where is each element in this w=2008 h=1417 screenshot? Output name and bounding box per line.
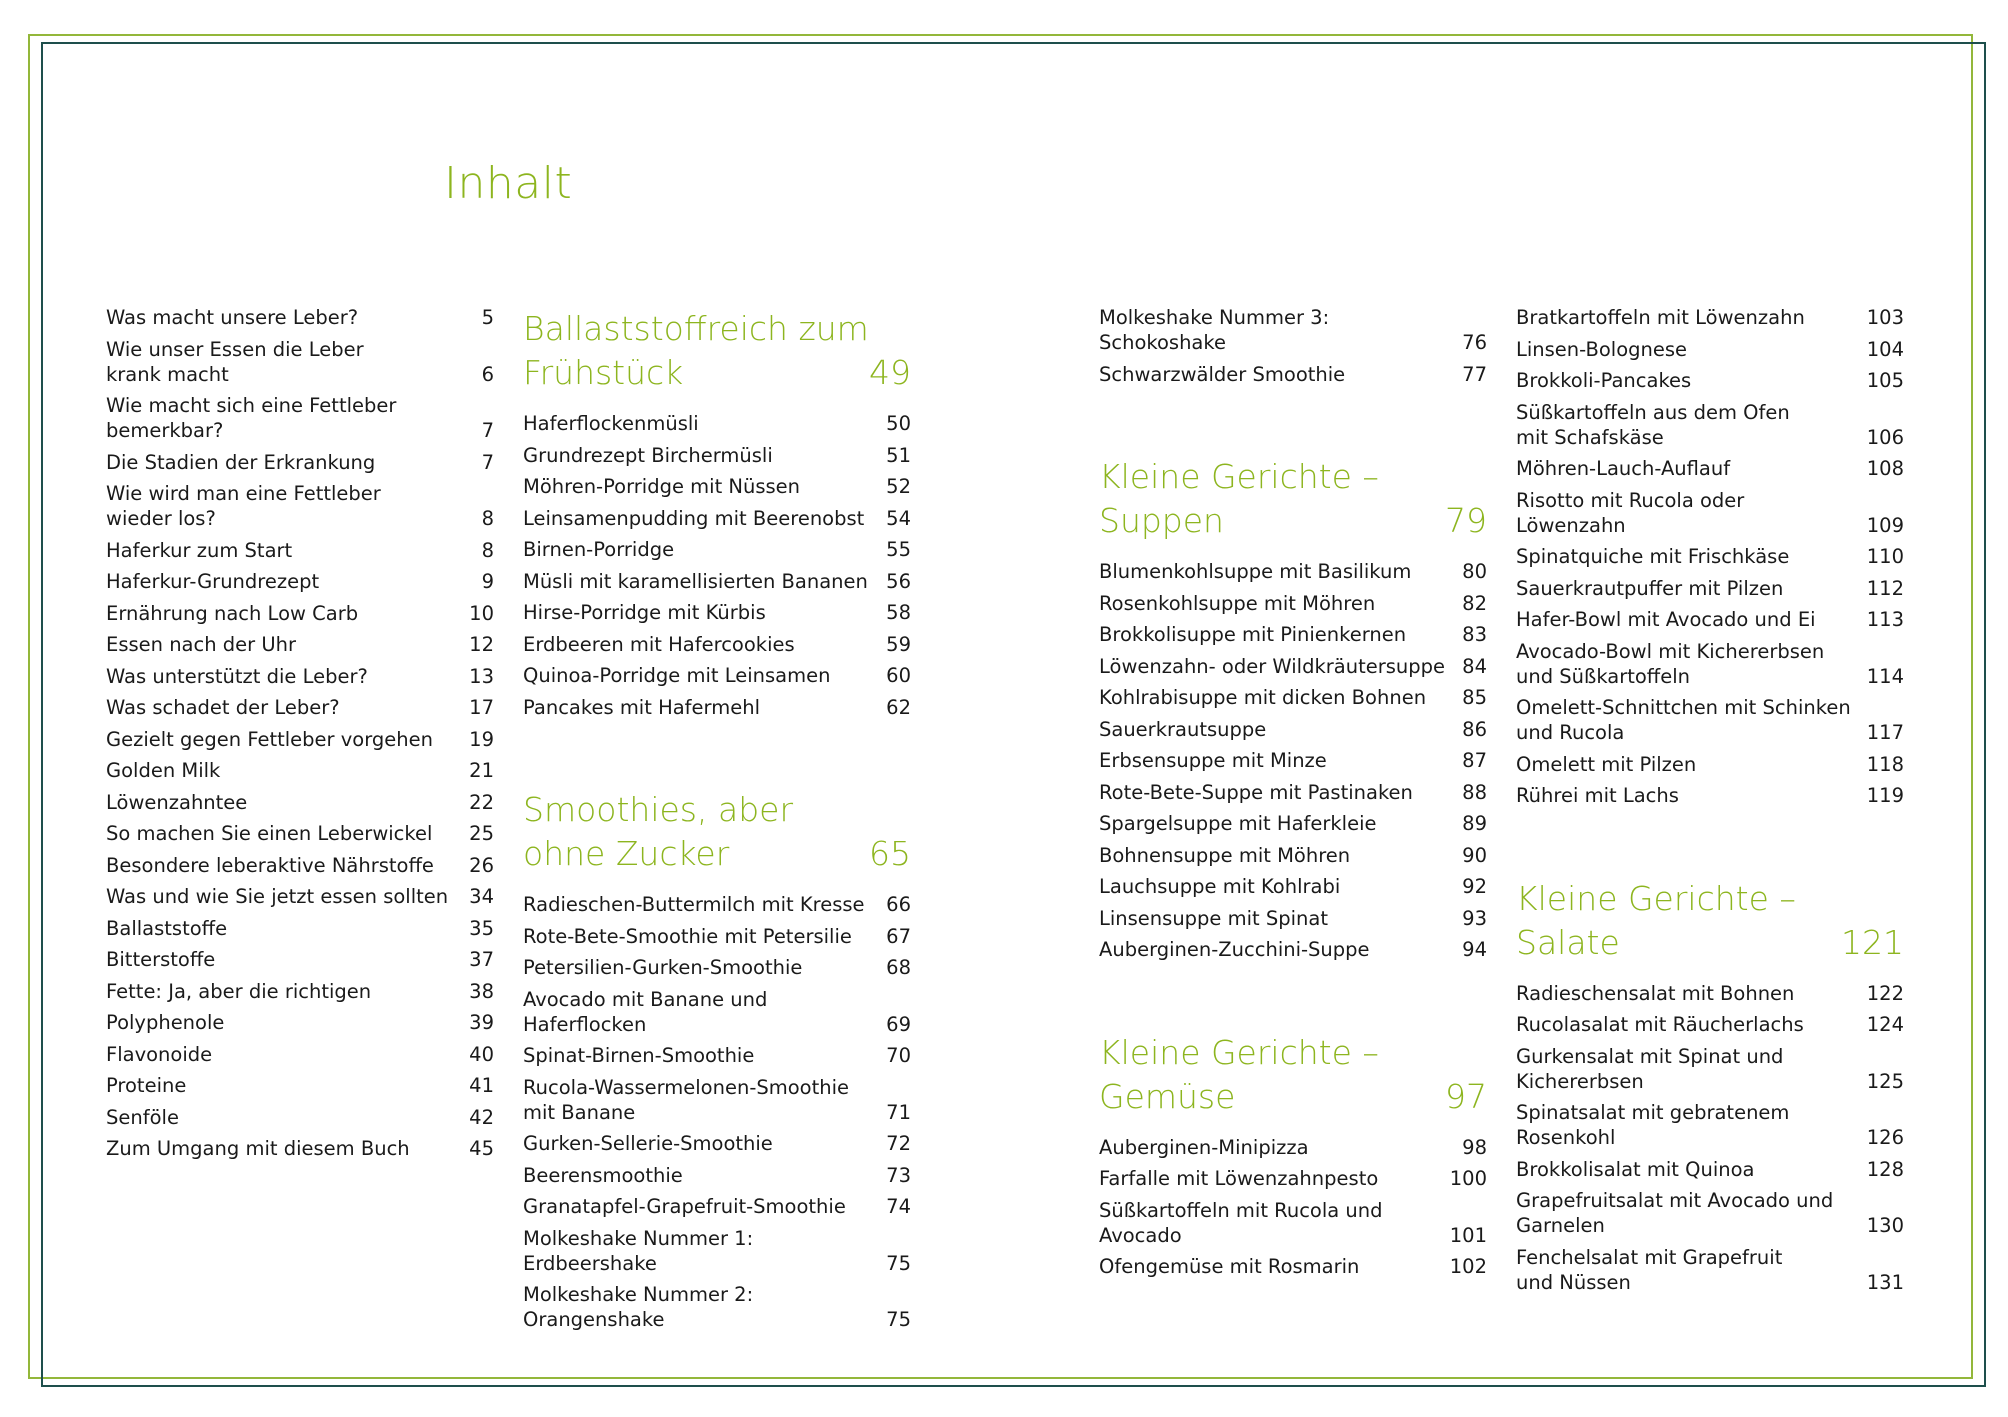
toc-entry-label: Omelett-Schnittchen mit Schinken und Rucola bbox=[1516, 696, 1851, 744]
toc-entry[interactable] bbox=[106, 884, 494, 909]
toc-entry-page: 100 bbox=[1449, 1167, 1487, 1190]
toc-entry-label: Spinatquiche mit Frischkäse bbox=[1516, 545, 1790, 568]
toc-entry-label: Pancakes mit Hafermehl bbox=[523, 695, 760, 719]
toc-entry-label: Grapefruitsalat mit Avocado und Garnelen bbox=[1516, 1189, 1834, 1237]
toc-entry-page: 101 bbox=[1449, 1223, 1487, 1247]
toc-entry[interactable] bbox=[1099, 780, 1487, 805]
section-heading-page: 79 bbox=[1445, 501, 1487, 540]
toc-entry-label: Wie unser Essen die Leber krank macht bbox=[106, 337, 364, 386]
toc-entry[interactable] bbox=[106, 979, 494, 1004]
toc-entry-page: 130 bbox=[1866, 1214, 1904, 1237]
toc-entry-page: 56 bbox=[886, 569, 911, 593]
toc-entry-page: 51 bbox=[886, 443, 911, 467]
toc-entry[interactable] bbox=[1099, 622, 1487, 647]
toc-entry[interactable] bbox=[1516, 1100, 1904, 1150]
toc-entry[interactable] bbox=[106, 790, 494, 815]
toc-entry[interactable] bbox=[523, 1226, 911, 1276]
toc-entry-label: Erbsensuppe mit Minze bbox=[1099, 749, 1327, 772]
toc-entry-page: 70 bbox=[886, 1044, 911, 1067]
toc-entry[interactable] bbox=[523, 955, 911, 980]
toc-entry[interactable] bbox=[523, 1194, 911, 1219]
toc-entry[interactable] bbox=[106, 664, 494, 689]
toc-entry-label: Blumenkohlsuppe mit Basilikum bbox=[1099, 560, 1412, 583]
toc-entry-label: Haferkur-Grundrezept bbox=[106, 570, 320, 593]
toc-entry-page: 104 bbox=[1866, 337, 1904, 361]
toc-entry-page: 19 bbox=[469, 727, 494, 751]
toc-entry[interactable] bbox=[523, 892, 911, 917]
toc-entry[interactable] bbox=[106, 947, 494, 972]
toc-entry-page: 77 bbox=[1462, 362, 1487, 386]
toc-entry[interactable] bbox=[1516, 783, 1904, 808]
toc-entry-page: 9 bbox=[481, 570, 494, 593]
section-heading-page: 49 bbox=[869, 353, 911, 392]
toc-entry-label: Bitterstoffe bbox=[106, 948, 216, 971]
toc-entry[interactable] bbox=[106, 632, 494, 657]
toc-entry-label: Molkeshake Nummer 1: Erdbeershake bbox=[523, 1226, 754, 1275]
toc-entry-page: 87 bbox=[1462, 749, 1487, 772]
toc-entry-page: 54 bbox=[886, 506, 911, 530]
section-spacer bbox=[1516, 815, 1904, 877]
toc-entry-page: 17 bbox=[469, 696, 494, 719]
toc-entry-label: Radieschen-Buttermilch mit Kresse bbox=[523, 893, 865, 916]
toc-entry-label: Bohnensuppe mit Möhren bbox=[1099, 843, 1351, 867]
toc-entry[interactable] bbox=[1516, 1245, 1904, 1295]
toc-entry-label: Brokkolisalat mit Quinoa bbox=[1516, 1157, 1755, 1181]
toc-entry[interactable] bbox=[523, 924, 911, 949]
toc-entry-label: Rucolasalat mit Räucherlachs bbox=[1516, 1013, 1804, 1036]
toc-entry-page: 72 bbox=[886, 1132, 911, 1155]
toc-entry-label: Hirse-Porridge mit Kürbis bbox=[523, 601, 766, 624]
toc-entry-label: Brokkoli-Pancakes bbox=[1516, 369, 1692, 392]
page-title: Inhalt bbox=[444, 158, 573, 209]
toc-entry[interactable] bbox=[1099, 1254, 1487, 1279]
section-heading-label: Kleine Gerichte – Gemüse bbox=[1099, 1032, 1379, 1116]
toc-entry-label: Kohlrabisuppe mit dicken Bohnen bbox=[1099, 686, 1427, 709]
toc-entry-page: 71 bbox=[886, 1100, 911, 1124]
toc-entry[interactable] bbox=[1516, 695, 1904, 745]
toc-entry-page: 34 bbox=[469, 885, 494, 908]
toc-entry[interactable] bbox=[523, 443, 911, 468]
toc-entry[interactable] bbox=[1516, 488, 1904, 538]
toc-entry-page: 122 bbox=[1866, 981, 1904, 1005]
toc-entry[interactable] bbox=[1099, 685, 1487, 710]
toc-entry-label: Sauerkrautpuffer mit Pilzen bbox=[1516, 576, 1784, 600]
section-heading[interactable] bbox=[523, 307, 911, 395]
toc-entry-page: 41 bbox=[469, 1074, 494, 1097]
section-heading-page: 121 bbox=[1841, 922, 1904, 962]
toc-entry-label: Spinat-Birnen-Smoothie bbox=[523, 1044, 755, 1067]
toc-entry-label: Essen nach der Uhr bbox=[106, 633, 297, 656]
toc-entry-label: Molkeshake Nummer 3: Schokoshake bbox=[1099, 306, 1330, 354]
toc-entry-label: Erdbeeren mit Hafercookies bbox=[523, 632, 795, 656]
toc-entry[interactable] bbox=[523, 1282, 911, 1332]
toc-column-1 bbox=[106, 305, 494, 1168]
toc-entry-label: Ofengemüse mit Rosmarin bbox=[1099, 1255, 1360, 1278]
toc-entry-label: Brokkolisuppe mit Pinienkernen bbox=[1099, 623, 1407, 646]
toc-entry-label: Quinoa-Porridge mit Leinsamen bbox=[523, 664, 831, 687]
toc-entry-label: Molkeshake Nummer 2: Orangenshake bbox=[523, 1283, 754, 1331]
toc-entry-page: 10 bbox=[469, 601, 494, 625]
toc-entry[interactable] bbox=[1516, 337, 1904, 362]
toc-entry-label: Was und wie Sie jetzt essen sollten bbox=[106, 885, 449, 908]
toc-entry-page: 8 bbox=[481, 507, 494, 530]
toc-entry-label: Wie wird man eine Fettleber wieder los? bbox=[106, 482, 381, 530]
toc-entry-page: 113 bbox=[1866, 608, 1904, 631]
toc-entry-label: Gurkensalat mit Spinat und Kichererbsen bbox=[1516, 1044, 1784, 1093]
toc-entry-page: 103 bbox=[1866, 306, 1904, 329]
toc-entry-label: Müsli mit karamellisierten Bananen bbox=[523, 569, 868, 593]
toc-entry-page: 126 bbox=[1866, 1126, 1904, 1149]
toc-entry-label: Granatapfel-Grapefruit-Smoothie bbox=[523, 1195, 846, 1218]
toc-entry-page: 55 bbox=[886, 538, 911, 561]
toc-entry-page: 58 bbox=[886, 601, 911, 624]
toc-entry[interactable] bbox=[106, 916, 494, 941]
toc-entry-page: 7 bbox=[481, 450, 494, 474]
toc-entry[interactable] bbox=[523, 1163, 911, 1188]
toc-entry[interactable] bbox=[523, 987, 911, 1037]
toc-entry-label: Zum Umgang mit diesem Buch bbox=[106, 1137, 410, 1160]
toc-entry[interactable] bbox=[523, 1131, 911, 1156]
toc-entry[interactable] bbox=[523, 474, 911, 499]
toc-entry[interactable] bbox=[1516, 305, 1904, 330]
toc-entry-page: 119 bbox=[1866, 784, 1904, 807]
toc-entry-label: Hafer-Bowl mit Avocado und Ei bbox=[1516, 608, 1816, 631]
toc-entry-label: Was macht unsere Leber? bbox=[106, 306, 359, 329]
toc-entry[interactable] bbox=[1099, 1166, 1487, 1191]
toc-entry[interactable] bbox=[106, 538, 494, 563]
toc-entry[interactable] bbox=[1099, 843, 1487, 868]
toc-entry[interactable] bbox=[523, 600, 911, 625]
toc-entry[interactable] bbox=[523, 1075, 911, 1125]
toc-entry[interactable] bbox=[1516, 1012, 1904, 1037]
toc-entry[interactable] bbox=[106, 393, 494, 443]
toc-entry[interactable] bbox=[523, 537, 911, 562]
toc-entry-page: 66 bbox=[886, 893, 911, 916]
toc-entry[interactable] bbox=[1099, 1198, 1487, 1248]
toc-entry[interactable] bbox=[1099, 717, 1487, 742]
toc-entry-page: 26 bbox=[469, 853, 494, 877]
section-heading-label: Kleine Gerichte – Salate bbox=[1516, 878, 1796, 962]
toc-entry-page: 22 bbox=[469, 790, 494, 814]
toc-entry-page: 114 bbox=[1866, 664, 1904, 688]
toc-entry[interactable] bbox=[523, 506, 911, 531]
toc-column-2 bbox=[523, 305, 911, 1339]
toc-entry[interactable] bbox=[1516, 368, 1904, 393]
toc-entry-label: Spargelsuppe mit Haferkleie bbox=[1099, 812, 1377, 835]
toc-entry[interactable] bbox=[106, 569, 494, 594]
toc-entry-label: Golden Milk bbox=[106, 759, 221, 782]
toc-entry-label: Besondere leberaktive Nährstoffe bbox=[106, 853, 434, 877]
section-heading-label: Kleine Gerichte – Suppen bbox=[1099, 457, 1379, 540]
toc-entry-page: 80 bbox=[1462, 560, 1487, 583]
toc-entry-label: Rührei mit Lachs bbox=[1516, 784, 1679, 807]
toc-entry[interactable] bbox=[1516, 400, 1904, 450]
toc-entry-page: 50 bbox=[886, 412, 911, 435]
toc-entry-label: Sauerkrautsuppe bbox=[1099, 717, 1267, 741]
toc-entry[interactable] bbox=[106, 821, 494, 846]
toc-entry-page: 39 bbox=[469, 1011, 494, 1034]
toc-entry-label: Die Stadien der Erkrankung bbox=[106, 450, 376, 474]
toc-entry-label: Wie macht sich eine Fettleber bemerkbar? bbox=[106, 394, 397, 442]
toc-entry-page: 38 bbox=[469, 979, 494, 1003]
toc-entry[interactable] bbox=[1516, 1044, 1904, 1094]
toc-entry-page: 84 bbox=[1462, 654, 1487, 678]
toc-entry-label: Farfalle mit Löwenzahnpesto bbox=[1099, 1167, 1379, 1190]
toc-entry-page: 86 bbox=[1462, 717, 1487, 741]
toc-entry[interactable] bbox=[1099, 937, 1487, 962]
toc-entry-page: 13 bbox=[469, 664, 494, 688]
toc-entry[interactable] bbox=[1516, 607, 1904, 632]
toc-entry-label: Rote-Bete-Smoothie mit Petersilie bbox=[523, 924, 852, 948]
toc-entry-page: 40 bbox=[469, 1042, 494, 1066]
section-heading-label: Ballaststoffreich zum Frühstück bbox=[523, 309, 869, 392]
toc-entry-label: Auberginen-Zucchini-Suppe bbox=[1099, 938, 1370, 961]
toc-entry[interactable] bbox=[1099, 654, 1487, 679]
toc-entry-label: Grundrezept Birchermüsli bbox=[523, 443, 773, 467]
toc-entry[interactable] bbox=[1516, 456, 1904, 481]
toc-entry[interactable] bbox=[106, 758, 494, 783]
toc-entry-page: 42 bbox=[469, 1105, 494, 1129]
toc-entry-label: Radieschensalat mit Bohnen bbox=[1516, 981, 1795, 1005]
toc-entry-page: 92 bbox=[1462, 875, 1487, 898]
toc-entry-label: Löwenzahntee bbox=[106, 790, 248, 814]
toc-entry[interactable] bbox=[1099, 559, 1487, 584]
toc-entry-page: 62 bbox=[886, 695, 911, 719]
toc-entry-page: 90 bbox=[1462, 843, 1487, 867]
toc-entry[interactable] bbox=[106, 450, 494, 475]
toc-entry[interactable] bbox=[1099, 591, 1487, 616]
toc-entry-label: Schwarzwälder Smoothie bbox=[1099, 362, 1346, 386]
toc-entry-page: 75 bbox=[886, 1251, 911, 1275]
toc-entry-label: Löwenzahn- oder Wildkräutersuppe bbox=[1099, 654, 1446, 678]
toc-entry-page: 25 bbox=[469, 822, 494, 845]
toc-entry-page: 37 bbox=[469, 948, 494, 971]
toc-entry-page: 73 bbox=[886, 1163, 911, 1187]
toc-entry-page: 98 bbox=[1462, 1135, 1487, 1159]
toc-entry[interactable] bbox=[1516, 639, 1904, 689]
toc-entry[interactable] bbox=[106, 1010, 494, 1035]
toc-entry-label: Auberginen-Minipizza bbox=[1099, 1135, 1309, 1159]
toc-entry-page: 125 bbox=[1866, 1069, 1904, 1093]
toc-entry-page: 83 bbox=[1462, 623, 1487, 646]
toc-entry[interactable] bbox=[1099, 874, 1487, 899]
toc-entry[interactable] bbox=[523, 632, 911, 657]
toc-entry-page: 8 bbox=[481, 538, 494, 562]
toc-entry-page: 85 bbox=[1462, 686, 1487, 709]
toc-entry-label: So machen Sie einen Leberwickel bbox=[106, 822, 433, 845]
toc-entry-label: Rucola-Wassermelonen-Smoothie mit Banane bbox=[523, 1075, 850, 1124]
toc-entry-page: 112 bbox=[1866, 576, 1904, 600]
toc-entry-page: 6 bbox=[481, 362, 494, 386]
toc-entry[interactable] bbox=[1516, 1157, 1904, 1182]
toc-entry-page: 60 bbox=[886, 664, 911, 687]
toc-entry-label: Avocado mit Banane und Haferflocken bbox=[523, 987, 768, 1036]
toc-entry-page: 102 bbox=[1449, 1255, 1487, 1278]
toc-entry-page: 88 bbox=[1462, 780, 1487, 804]
toc-entry-page: 118 bbox=[1866, 752, 1904, 776]
section-spacer bbox=[1099, 393, 1487, 455]
toc-entry-label: Haferkur zum Start bbox=[106, 538, 293, 562]
toc-entry[interactable] bbox=[106, 1042, 494, 1067]
toc-entry-label: Beerensmoothie bbox=[523, 1163, 683, 1187]
toc-entry-label: Gurken-Sellerie-Smoothie bbox=[523, 1132, 773, 1155]
toc-entry-label: Senföle bbox=[106, 1105, 179, 1129]
toc-entry-page: 68 bbox=[886, 956, 911, 979]
toc-entry-label: Lauchsuppe mit Kohlrabi bbox=[1099, 875, 1341, 898]
toc-entry-label: Leinsamenpudding mit Beerenobst bbox=[523, 506, 865, 530]
section-heading-page: 97 bbox=[1445, 1076, 1487, 1116]
toc-entry[interactable] bbox=[106, 601, 494, 626]
toc-entry-label: Süßkartoffeln mit Rucola und Avocado bbox=[1099, 1198, 1383, 1247]
toc-entry-page: 52 bbox=[886, 475, 911, 498]
toc-entry-page: 124 bbox=[1866, 1013, 1904, 1036]
toc-entry-page: 74 bbox=[886, 1195, 911, 1218]
toc-entry[interactable] bbox=[106, 337, 494, 387]
toc-entry[interactable] bbox=[1099, 748, 1487, 773]
section-spacer bbox=[523, 726, 911, 788]
toc-entry-label: Fenchelsalat mit Grapefruit und Nüssen bbox=[1516, 1245, 1783, 1294]
toc-entry[interactable] bbox=[106, 727, 494, 752]
toc-entry-label: Möhren-Porridge mit Nüssen bbox=[523, 475, 801, 498]
toc-entry-label: Rosenkohlsuppe mit Möhren bbox=[1099, 591, 1376, 615]
toc-entry-label: Rote-Bete-Suppe mit Pastinaken bbox=[1099, 780, 1413, 804]
toc-entry-page: 89 bbox=[1462, 812, 1487, 835]
toc-entry[interactable] bbox=[1099, 811, 1487, 836]
toc-entry-page: 106 bbox=[1866, 425, 1904, 449]
toc-entry-label: Ballaststoffe bbox=[106, 916, 228, 940]
toc-entry[interactable] bbox=[106, 1136, 494, 1161]
toc-entry-page: 75 bbox=[886, 1308, 911, 1331]
toc-entry-page: 109 bbox=[1866, 513, 1904, 537]
section-spacer bbox=[1099, 969, 1487, 1031]
toc-entry-label: Flavonoide bbox=[106, 1042, 213, 1066]
section-heading-label: Smoothies, aber ohne Zucker bbox=[523, 790, 794, 873]
toc-entry-page: 131 bbox=[1866, 1270, 1904, 1294]
toc-entry[interactable] bbox=[1516, 576, 1904, 601]
toc-entry[interactable] bbox=[523, 569, 911, 594]
section-heading-page: 65 bbox=[869, 834, 911, 873]
toc-entry-label: Haferflockenmüsli bbox=[523, 412, 699, 435]
toc-entry-page: 94 bbox=[1462, 938, 1487, 961]
toc-column-3 bbox=[1099, 305, 1487, 1286]
toc-entry[interactable] bbox=[1099, 362, 1487, 387]
toc-entry-label: Bratkartoffeln mit Löwenzahn bbox=[1516, 306, 1805, 329]
toc-entry-page: 21 bbox=[469, 759, 494, 782]
section-heading[interactable] bbox=[1099, 1031, 1487, 1119]
toc-entry-page: 82 bbox=[1462, 591, 1487, 615]
toc-entry-label: Avocado-Bowl mit Kichererbsen und Süßkartoffeln bbox=[1516, 639, 1825, 688]
toc-entry-label: Petersilien-Gurken-Smoothie bbox=[523, 956, 803, 979]
toc-entry-label: Proteine bbox=[106, 1074, 187, 1097]
toc-entry[interactable] bbox=[1099, 906, 1487, 931]
toc-entry-page: 45 bbox=[469, 1137, 494, 1160]
toc-entry[interactable] bbox=[1516, 752, 1904, 777]
toc-entry-label: Linsensuppe mit Spinat bbox=[1099, 906, 1329, 930]
toc-entry[interactable] bbox=[106, 305, 494, 330]
toc-entry-page: 110 bbox=[1866, 545, 1904, 568]
toc-entry-page: 128 bbox=[1866, 1157, 1904, 1181]
toc-entry[interactable] bbox=[1099, 1135, 1487, 1160]
toc-entry-page: 117 bbox=[1866, 721, 1904, 744]
toc-entry-page: 67 bbox=[886, 924, 911, 948]
toc-entry-label: Ernährung nach Low Carb bbox=[106, 601, 359, 625]
toc-entry-label: Linsen-Bolognese bbox=[1516, 337, 1688, 361]
toc-entry-page: 93 bbox=[1462, 906, 1487, 930]
toc-entry-page: 76 bbox=[1462, 331, 1487, 354]
toc-entry-page: 35 bbox=[469, 916, 494, 940]
section-heading[interactable] bbox=[1516, 877, 1904, 965]
toc-entry[interactable] bbox=[523, 1043, 911, 1068]
toc-entry[interactable] bbox=[1099, 305, 1487, 355]
toc-entry[interactable] bbox=[1516, 1188, 1904, 1238]
toc-entry[interactable] bbox=[523, 695, 911, 720]
toc-entry-label: Birnen-Porridge bbox=[523, 538, 675, 561]
toc-entry[interactable] bbox=[106, 1105, 494, 1130]
toc-entry[interactable] bbox=[1516, 544, 1904, 569]
toc-entry[interactable] bbox=[106, 695, 494, 720]
section-heading[interactable] bbox=[1099, 455, 1487, 543]
toc-entry[interactable] bbox=[523, 411, 911, 436]
toc-entry-label: Was unterstützt die Leber? bbox=[106, 664, 368, 688]
toc-entry-label: Spinatsalat mit gebratenem Rosenkohl bbox=[1516, 1101, 1790, 1149]
toc-entry-page: 12 bbox=[469, 633, 494, 656]
toc-entry-label: Omelett mit Pilzen bbox=[1516, 752, 1697, 776]
toc-entry-page: 59 bbox=[886, 632, 911, 656]
toc-entry-page: 7 bbox=[481, 419, 494, 442]
toc-entry-label: Was schadet der Leber? bbox=[106, 696, 340, 719]
toc-entry[interactable] bbox=[1516, 981, 1904, 1006]
toc-entry[interactable] bbox=[106, 1073, 494, 1098]
toc-entry[interactable] bbox=[106, 853, 494, 878]
toc-entry-page: 69 bbox=[886, 1012, 911, 1036]
toc-entry-label: Polyphenole bbox=[106, 1011, 225, 1034]
toc-entry[interactable] bbox=[106, 481, 494, 531]
toc-column-4 bbox=[1516, 305, 1904, 1301]
toc-entry-page: 105 bbox=[1866, 369, 1904, 392]
toc-entry-page: 108 bbox=[1866, 457, 1904, 480]
toc-entry-label: Gezielt gegen Fettleber vorgehen bbox=[106, 727, 434, 751]
toc-entry[interactable] bbox=[523, 663, 911, 688]
section-heading[interactable] bbox=[523, 788, 911, 876]
toc-entry-label: Risotto mit Rucola oder Löwenzahn bbox=[1516, 488, 1745, 537]
toc-entry-label: Süßkartoffeln aus dem Ofen mit Schafskäse bbox=[1516, 400, 1790, 449]
toc-entry-label: Möhren-Lauch-Auflauf bbox=[1516, 457, 1731, 480]
toc-entry-label: Fette: Ja, aber die richtigen bbox=[106, 979, 372, 1003]
toc-entry-page: 5 bbox=[481, 306, 494, 329]
